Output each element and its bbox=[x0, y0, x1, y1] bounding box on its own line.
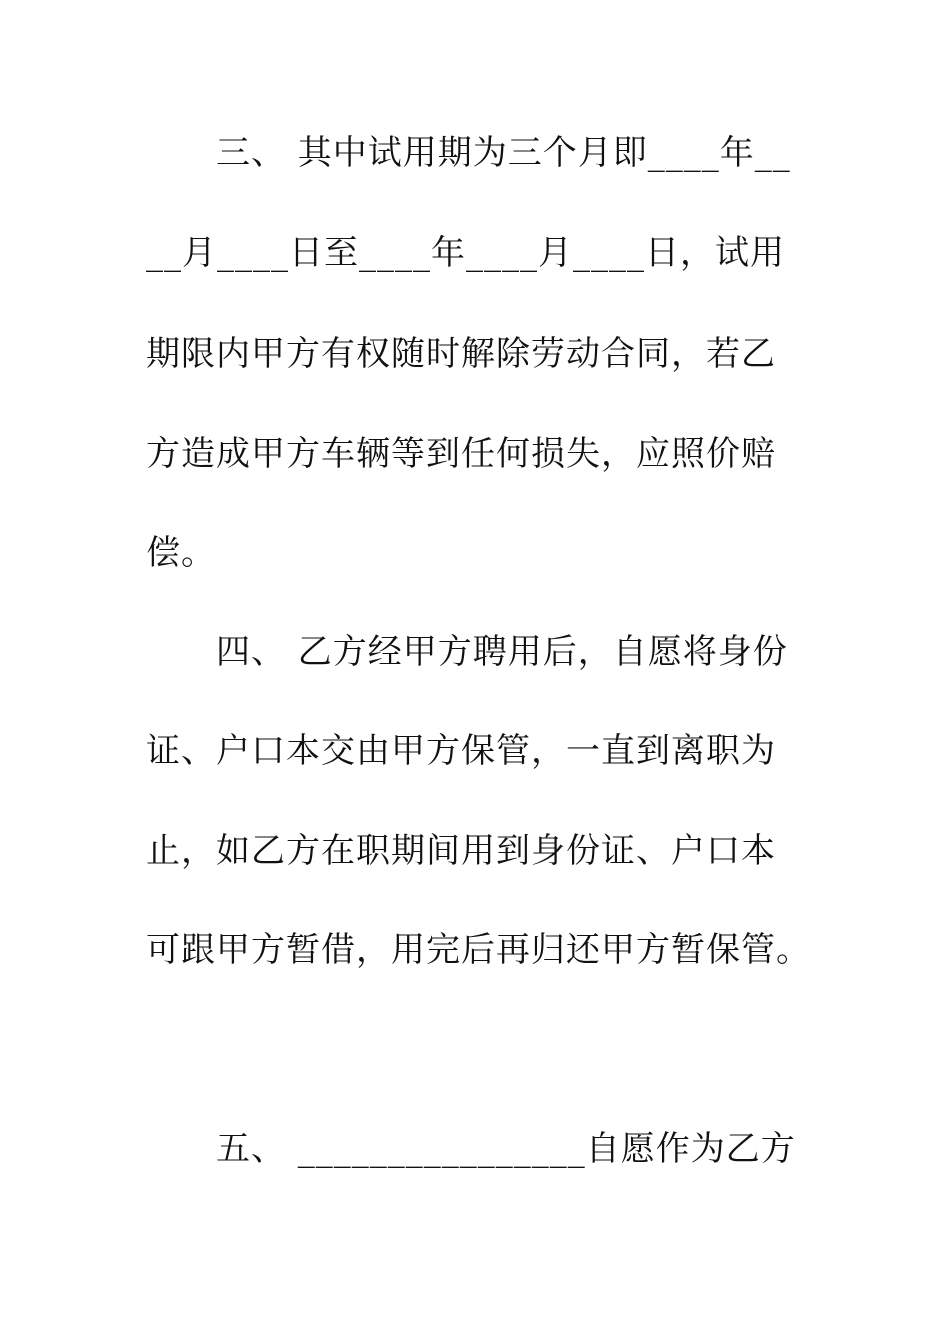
clause-3-line-3: 期限内甲方有权随时解除劳动合同，若乙 bbox=[146, 334, 776, 374]
clause-3-line-2: __月____日至____年____月____日，试用 bbox=[146, 233, 785, 273]
clause-5-line-1: 五、 ________________自愿作为乙方 bbox=[216, 1129, 796, 1169]
clause-3-line-5: 偿。 bbox=[146, 533, 216, 573]
clause-4-line-1: 四、 乙方经甲方聘用后，自愿将身份 bbox=[216, 632, 788, 672]
clause-3-line-4: 方造成甲方车辆等到任何损失，应照价赔 bbox=[146, 434, 776, 474]
clause-3-line-1: 三、 其中试用期为三个月即____年__ bbox=[216, 133, 791, 173]
clause-4-line-4: 可跟甲方暂借，用完后再归还甲方暂保管。 bbox=[146, 930, 811, 970]
clause-4-line-2: 证、户口本交由甲方保管，一直到离职为 bbox=[146, 731, 776, 771]
clause-4-line-3: 止，如乙方在职期间用到身份证、户口本 bbox=[146, 831, 776, 871]
